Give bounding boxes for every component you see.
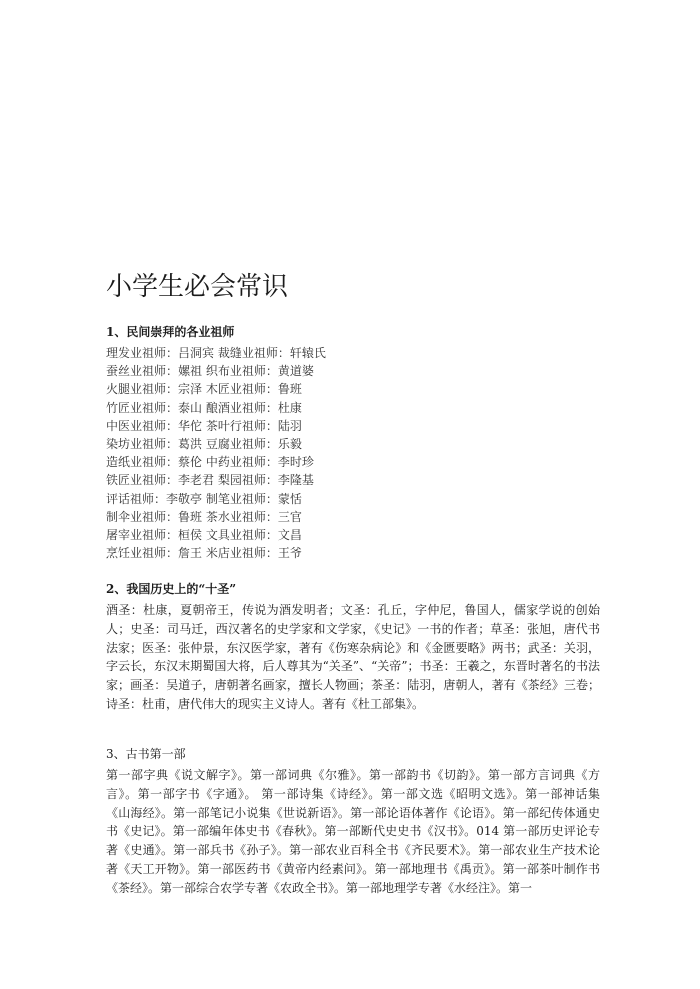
section-patron-saints <box>106 324 600 562</box>
list-line: 铁匠业祖师：李老君 梨园祖师：李隆基 <box>106 473 314 488</box>
section-paragraph: 酒圣：杜康，夏朝帝王，传说为酒发明者；文圣：孔丘，字仲尼，鲁国人，儒家学说的创始人；史圣：司马迁，西汉著名的史学家和文学家，《史记》一书的作者；草圣：张旭，唐代书法家；医圣：张仲景，东汉医学家，著有《伤寒杂病论》和《金匮要略》两书；武圣：关羽，字云长，东汉末期蜀国大将，后人尊其为“关圣”、“关帝”；书圣：王羲之，东晋时著名的书法家；画圣：吴道子，唐朝著名画家，擅长人物画；茶圣：陆羽，唐朝人，著有《茶经》三卷；诗圣：杜甫，唐代伟大的现实主义诗人。著有《杜工部集》。 <box>106 603 600 711</box>
section-first-books <box>106 746 600 898</box>
list-line: 制伞业祖师：鲁班 茶水业祖师：三官 <box>106 509 302 524</box>
section-heading: 2、我国历史上的“十圣” <box>106 582 237 596</box>
list-line: 中医业祖师：华佗 茶叶行祖师：陆羽 <box>106 418 302 433</box>
list-line: 染坊业祖师：葛洪 豆腐业祖师：乐毅 <box>106 437 302 452</box>
document-title: 小学生必会常识 <box>106 272 289 302</box>
list-line: 蚕丝业祖师：嫘祖 织布业祖师：黄道婆 <box>106 364 314 379</box>
list-line: 火腿业祖师：宗泽 木匠业祖师：鲁班 <box>106 382 302 397</box>
section-paragraph: 第一部字典《说文解字》。第一部词典《尔雅》。第一部韵书《切韵》。第一部方言词典《方言》。第一部字书《字通》。 第一部诗集《诗经》。第一部文选《昭明文选》。第一部神话集《山海经》。第一部笔记小说集《世说新语》。第一部论语体著作《论语》。第一部纪传体通史书《史记》。第一部编年体史书《春秋》。第一部断代史史书《汉书》。014 第一部历史评论专著《史通》。第一部兵书《孙子》。第一部农业百科全书《齐民要术》。第一部农业生产技术论著《天工开物》。第一部医药书《黄帝内经素问》。第一部地理书《禹贡》。第一部茶叶制作书《茶经》。第一部综合农学专著《农政全书》。第一部地理学专著《水经注》。第一 <box>106 768 600 895</box>
list-line: 造纸业祖师：蔡伦 中药业祖师：李时珍 <box>106 455 314 470</box>
list-line: 烹饪业祖师：詹王 米店业祖师：王爷 <box>106 546 302 561</box>
list-line: 竹匠业祖师：泰山 酿酒业祖师：杜康 <box>106 400 302 415</box>
list-line: 屠宰业祖师：桓侯 文具业祖师：文昌 <box>106 528 302 543</box>
section-ten-sages <box>106 581 600 714</box>
section-heading: 3、古书第一部 <box>106 747 186 761</box>
section-heading: 1、民间崇拜的各业祖师 <box>106 325 235 339</box>
list-line: 理发业祖师：吕洞宾 裁缝业祖师：轩辕氏 <box>106 346 326 360</box>
list-line: 评话祖师：李敬亭 制笔业祖师：蒙恬 <box>106 491 302 506</box>
